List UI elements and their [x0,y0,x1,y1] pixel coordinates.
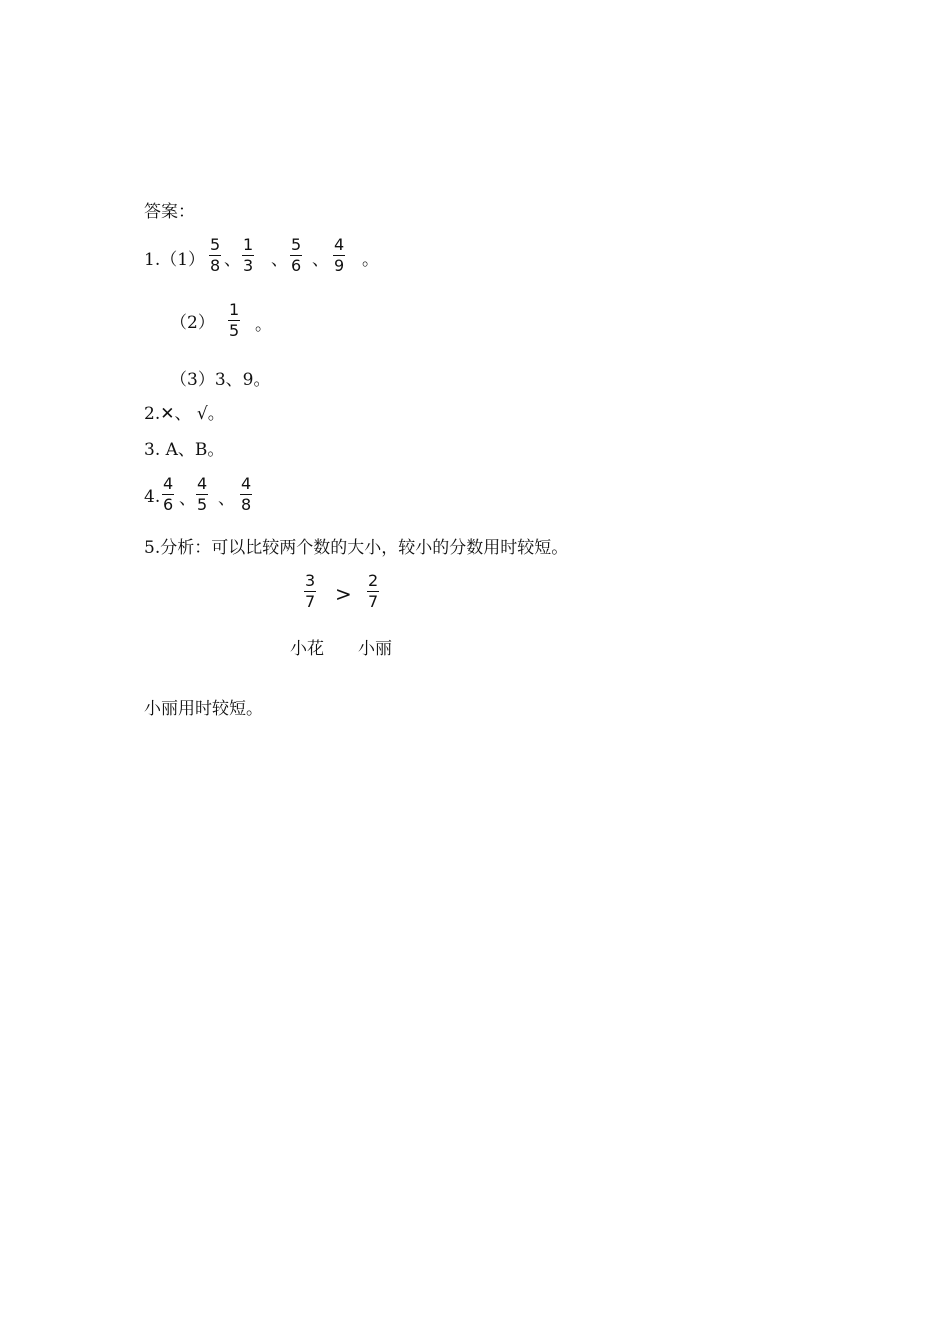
numerator: 5 [210,235,221,254]
q2-line [144,404,225,424]
q1-prefix: 1.（1） [144,250,206,270]
cross-icon: ✕ [160,404,175,424]
name-xiaoli: 小丽 [358,639,392,659]
answer-heading: 答案： [144,202,195,222]
separator: 、 [218,489,235,509]
q5-analysis: 5.分析：可以比较两个数的大小，较小的分数用时较短。 [144,538,569,558]
q3-line: 3. A、B。 [144,440,225,460]
separator: 、 [312,250,329,270]
denominator: 3 [243,256,254,275]
numerator: 4 [334,235,345,254]
check-icon: √ [196,404,208,424]
denominator: 7 [305,592,316,611]
numerator: 3 [305,571,316,590]
q4-prefix: 4. [144,487,161,507]
period: 。 [255,315,272,335]
numerator: 5 [291,235,302,254]
numerator: 1 [243,235,254,254]
fraction-4-8 [240,475,252,514]
separator: 、 [179,489,196,509]
q1-line3: （3）3、9。 [170,370,271,390]
greater-than-sign: > [335,582,352,606]
fraction-4-9 [333,236,345,275]
numerator: 1 [229,300,240,319]
denominator: 5 [197,495,208,514]
q1-2-prefix: （2） [170,313,215,333]
numerator: 4 [197,474,208,493]
denominator: 9 [334,256,345,275]
fraction-3-7 [304,572,316,611]
separator: 、 [271,250,288,270]
numerator: 4 [163,474,174,493]
fraction-4-5 [196,475,208,514]
period: 。 [362,250,379,270]
separator: 、 [174,404,192,424]
fraction-5-8 [209,236,221,275]
denominator: 5 [229,321,240,340]
denominator: 8 [241,495,252,514]
fraction-4-6 [162,475,174,514]
separator: 、 [224,250,241,270]
denominator: 6 [163,495,174,514]
denominator: 7 [368,592,379,611]
denominator: 6 [291,256,302,275]
q2-prefix: 2. [144,404,161,424]
fraction-1-5 [228,301,240,340]
numerator: 4 [241,474,252,493]
numerator: 2 [368,571,379,590]
fraction-5-6 [290,236,302,275]
fraction-1-3 [242,236,254,275]
denominator: 8 [210,256,221,275]
fraction-2-7 [367,572,379,611]
q5-conclusion: 小丽用时较短。 [144,699,263,719]
name-xiaohua: 小花 [290,639,324,659]
period: 。 [207,404,225,424]
